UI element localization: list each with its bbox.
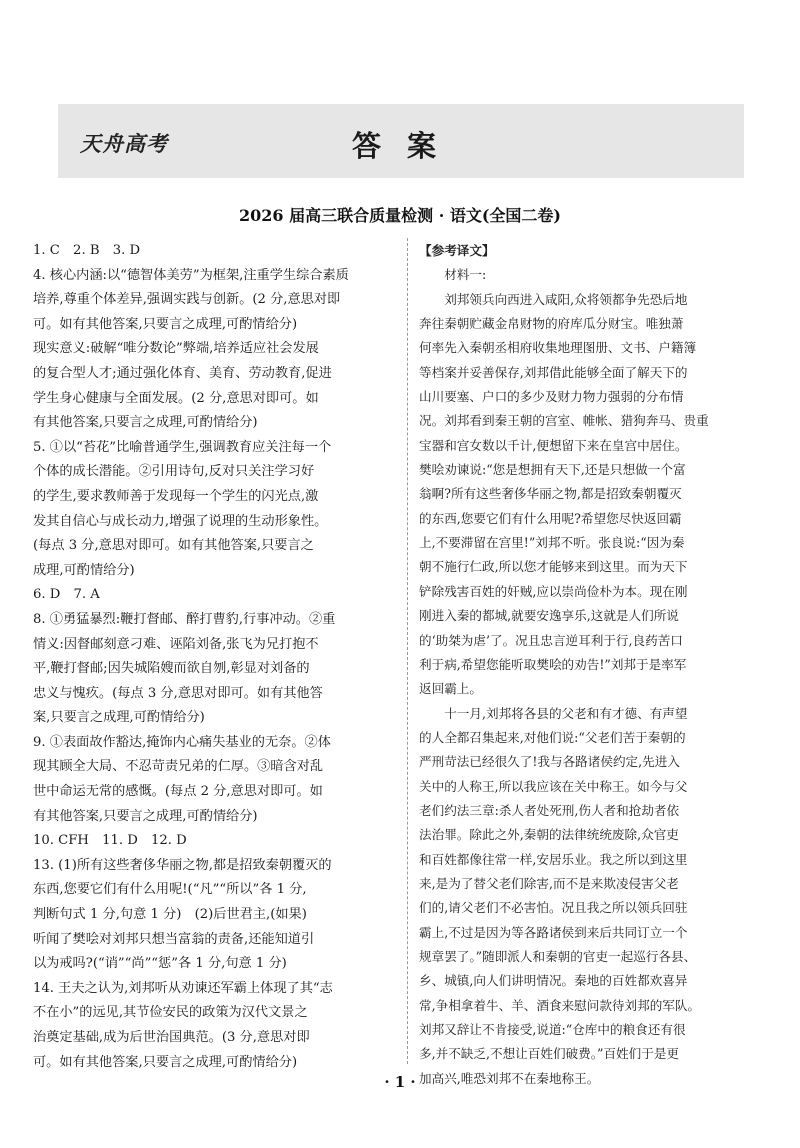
- answer-line: 的复合型人才;通过强化体育、美育、劳动教育,促进: [33, 365, 332, 381]
- answer-column: [33, 239, 398, 1075]
- answer-line: 案,只要言之成理,可酌情给分): [33, 710, 205, 726]
- translation-line: 规章罢了。”随即派人和秦朝的官吏一起巡行各县、: [419, 948, 697, 964]
- translation-line: 材料一:: [419, 267, 487, 283]
- translation-line: 常,争相拿着牛、羊、酒食来慰问款待刘邦的军队。: [419, 997, 701, 1013]
- translation-line: 法治罪。除此之外,秦朝的法律统统废除,众官吏: [419, 827, 679, 843]
- translation-line: 老们约法三章:杀人者处死刑,伤人者和抢劫者依: [419, 802, 680, 818]
- translation-line: 等档案并妥善保存,刘邦借此能够全面了解天下的: [419, 364, 688, 380]
- translation-line: 利于病,希望您能听取樊哙的劝告!”刘邦于是率军: [419, 656, 687, 672]
- translation-line: 何率先入秦朝丞相府收集地理图册、文书、户籍簿: [419, 340, 697, 356]
- translation-line: 乡、城镇,向人们讲明情况。秦地的百姓都欢喜异: [419, 973, 688, 989]
- answer-line: 判断句式 1 分,句意 1 分) (2)后世君主,(如果): [33, 907, 307, 923]
- translation-line: 刘邦又辞让不肯接受,说道:“仓库中的粮食还有很: [419, 1022, 686, 1037]
- answer-line: 个体的成长潜能。②引用诗句,反对只关注学习好: [33, 464, 315, 480]
- answer-line: 可。如有其他答案,只要言之成理,可酌情给分): [33, 1054, 298, 1070]
- answer-line: 成理,可酌情给分): [33, 562, 135, 578]
- translation-line: 严刑苛法已经很久了!我与各路诸侯约定,先进入: [419, 754, 680, 770]
- translation-line: 加高兴,唯恐刘邦不在秦地称王。: [419, 1070, 600, 1086]
- answer-line: 学生身心健康与全面发展。(2 分,意思对即可。如: [33, 390, 319, 406]
- answer-line: 培养,尊重个体差异,强调实践与创新。(2 分,意思对即: [33, 292, 341, 308]
- translation-line: 关中的人称王,所以我应该在关中称王。如今与父: [419, 778, 688, 794]
- translation-line: 们的,请父老们不必害怕。况且我之所以领兵回驻: [419, 900, 688, 916]
- translation-line: 来,是为了替父老们除害,而不是来欺凌侵害父老: [419, 875, 679, 891]
- column-divider: [407, 238, 408, 1064]
- translation-line: 樊哙劝谏说:“您是想拥有天下,还是只想做一个富: [419, 462, 686, 478]
- translation-column: [419, 239, 775, 1091]
- answer-line: 有其他答案,只要言之成理,可酌情给分): [33, 415, 258, 431]
- answer-line: 东西,您要它们有什么用呢!(“凡”“所以”各 1 分,: [33, 882, 307, 898]
- answer-line: 4. 核心内涵:以“德智体美劳”为框架,注重学生综合素质: [33, 267, 349, 283]
- answer-line: 5. ①以“苔花”比喻普通学生,强调教育应关注每一个: [33, 439, 332, 455]
- translation-line: 【参考译文】: [419, 243, 495, 258]
- answer-line: 听闻了樊哙对刘邦只想当富翁的责备,还能知道引: [33, 931, 315, 947]
- answer-line: 以为戒吗?(“诮”“尚”“惩”各 1 分,句意 1 分): [33, 956, 287, 972]
- answer-line: 可。如有其他答案,只要言之成理,可酌情给分): [33, 316, 298, 332]
- translation-line: 返回霸上。: [419, 681, 482, 697]
- answer-line: 现实意义:破解“唯分数论”弊端,培养适应社会发展: [33, 341, 319, 357]
- translation-line: 十一月,刘邦将各县的父老和有才德、有声望: [419, 705, 688, 721]
- answer-line: 不在小”的远见,其节俭安民的政策为汉代文景之: [33, 1005, 308, 1021]
- translation-line: 的东西,您要它们有什么用呢?希望您尽快返回霸: [419, 510, 682, 526]
- translation-line: 上,不要滞留在宫里!”刘邦不听。张良说:“因为秦: [419, 535, 685, 551]
- answer-line: 13. (1)所有这些奢侈华丽之物,都是招致秦朝覆灭的: [33, 857, 332, 873]
- translation-line: 刘邦领兵向西进入咸阳,众将领都争先恐后地: [419, 291, 688, 307]
- translation-line: 和百姓都像往常一样,安居乐业。我之所以到这里: [419, 851, 688, 867]
- header-title: 答案: [352, 129, 463, 163]
- translation-line: 霸上,不过是因为等各路诸侯到来后共同订立一个: [419, 924, 688, 940]
- answer-line: 的学生,要求教师善于发现每一个学生的闪光点,激: [33, 488, 319, 504]
- translation-line: 奔往秦朝贮藏金帛财物的府库瓜分财宝。唯独萧: [419, 316, 684, 332]
- answer-line: 情义:因督邮刻意刁难、诬陷刘备,张飞为兄打抱不: [33, 636, 319, 652]
- answer-line: 治奠定基础,成为后世治国典范。(3 分,意思对即: [33, 1030, 310, 1045]
- translation-line: 刚进入秦的都城,就要安逸享乐,这就是人们所说: [419, 608, 679, 624]
- translation-line: 的人全都召集起来,对他们说:“父老们苦于秦朝的: [419, 729, 686, 745]
- answer-line: 平,鞭打督邮;因失城陷嫂而欲自刎,彰显对刘备的: [33, 661, 310, 677]
- translation-line: 的‘助桀为虐’了。况且忠言逆耳利于行,良药苦口: [419, 632, 683, 648]
- answer-line: (每点 3 分,意思对即可。如有其他答案,只要言之: [33, 538, 314, 554]
- brand-logo: 天舟高考: [80, 132, 168, 156]
- answer-line: 9. ①表面故作豁达,掩饰内心痛失基业的无奈。②体: [33, 734, 331, 750]
- answer-line: 忠义与愧疚。(每点 3 分,意思对即可。如有其他答: [33, 685, 323, 701]
- answer-line: 发其自信心与成长动力,增强了说理的生动形象性。: [33, 513, 328, 529]
- answer-line: 8. ①勇猛暴烈:鞭打督邮、醉打曹豹,行事冲动。②重: [33, 611, 336, 627]
- translation-line: 况。刘邦看到秦王朝的宫室、帷帐、猎狗奔马、贵重: [419, 413, 709, 429]
- translation-line: 铲除残害百姓的奸贼,应以崇尚俭朴为本。现在刚: [419, 583, 688, 599]
- answer-line: 现其顾全大局、不忍苛责兄弟的仁厚。③暗含对乱: [33, 759, 324, 775]
- answer-line: 1. C 2. B 3. D: [33, 243, 141, 258]
- document-title: 2026 届高三联合质量检测 · 语文(全国二卷): [239, 206, 561, 225]
- page-number: · 1 ·: [384, 1073, 416, 1091]
- answer-line: 6. D 7. A: [33, 587, 100, 603]
- translation-line: 朝不施行仁政,所以您才能够来到这里。而为天下: [419, 559, 688, 575]
- translation-line: 山川要塞、户口的多少及财力物力强弱的分布情: [419, 389, 684, 405]
- translation-line: 多,并不缺乏,不想让百姓们破费。”百姓们于是更: [419, 1046, 680, 1062]
- answer-line: 有其他答案,只要言之成理,可酌情给分): [33, 808, 258, 824]
- answer-line: 世中命运无常的感慨。(每点 2 分,意思对即可。如: [33, 784, 323, 800]
- translation-line: 宝器和宫女数以千计,便想留下来在皇宫中居住。: [419, 437, 688, 453]
- answer-line: 10. CFH 11. D 12. D: [33, 833, 187, 849]
- translation-line: 翁啊?所有这些奢侈华丽之物,都是招致秦朝覆灭: [419, 486, 682, 502]
- answer-line: 14. 王夫之认为,刘邦听从劝谏还军霸上体现了其“志: [33, 980, 333, 996]
